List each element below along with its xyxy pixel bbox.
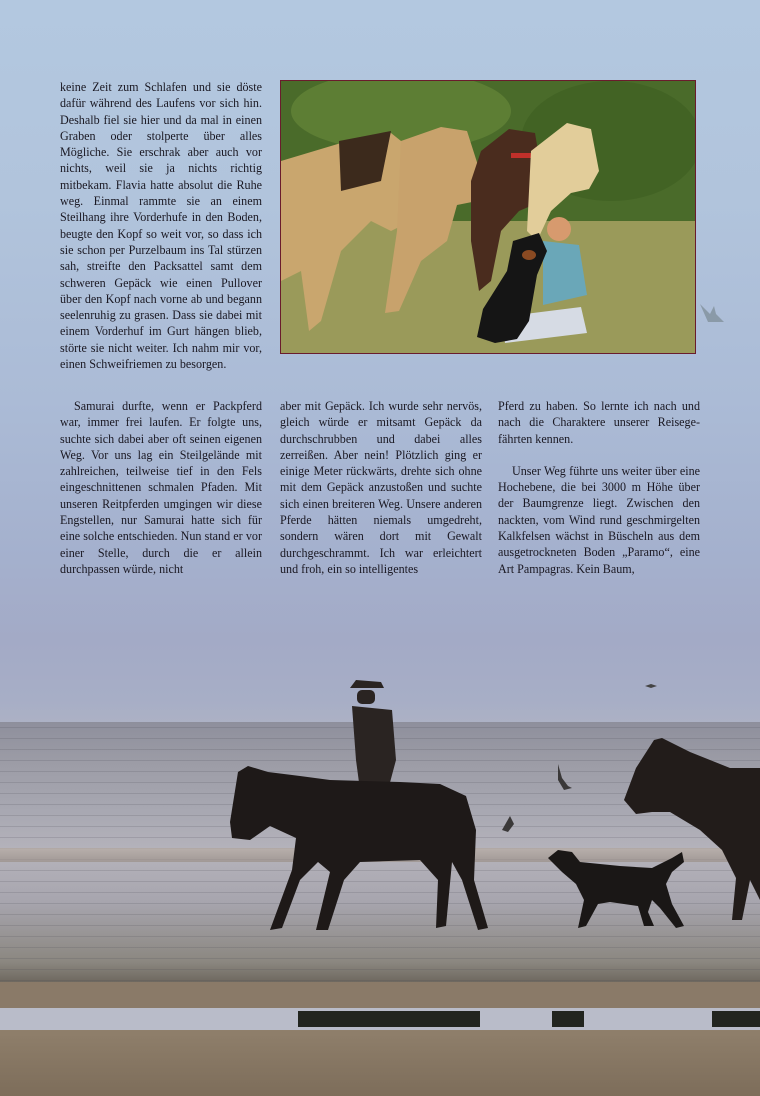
article-paragraph: Pferd zu haben. So lernte ich nach und nach die Charaktere unserer Reisegefährten kennen.	[498, 399, 700, 446]
article-column-3	[498, 398, 700, 577]
article-paragraph: Unser Weg führte uns weiter über eine Hochebene, die bei 3000 m Höhe über der Baumgrenze liegt. Zwischen den nackten, vom Wind rund geschmirgelten Kalkfelsen wächst in Büscheln aus dem ausgetrockneten Boden „Paramo“, eine Art Pampagras. Kein Baum,	[498, 463, 700, 576]
rider-silhouette	[350, 680, 396, 790]
article-column-1-bottom	[60, 398, 262, 577]
horse-silhouette	[230, 766, 488, 930]
article-column-1-top	[60, 79, 262, 372]
article-paragraph: aber mit Gepäck. Ich wurde sehr nervös, gleich würde er mitsamt Gepäck da durchschrubben und dabei alles zerreißen. Aber nein! Plötzlich ging er einige Meter rückwärts, drehte sich ohne mit dem Gepäck anzustoßen und suchte sich einen breiteren Weg. Unsere anderen Pferde hätten niemals umgedreht, sondern wären dort mit Gewalt durchgeschrammt. Ich war erleichtert und froh, ein so intelligentes	[280, 399, 482, 576]
article-paragraph: Samurai durfte, wenn er Packpferd war, immer frei laufen. Er folgte uns, suchte sich dabei aber oft seinen eigenen Weg. Vor uns lag ein Steilgelände mit zahlreichen, teilweise tief in den Fels eingeschnittenen schmalen Pfaden. Mit unseren Reitpferden umgingen wir diese Engstellen, nur Samurai hatte sich für eine solche entschieden. Nun stand er vor einer Stelle, durch die er allein durchpassen würde, nicht	[60, 399, 262, 576]
horses-photo-illustration	[281, 81, 695, 353]
seagull-icon	[698, 300, 726, 328]
article-paragraph: keine Zeit zum Schlafen und sie döste dafür während des Laufens vor sich hin. Deshalb fiel sie hier und da mal in einen Graben oder stolperte über alles Mögliche. Sie erschrak aber auch vor nichts, weil sie ja nichts richtig mitbekam. Flavia hatte absolut die Ruhe weg. Einmal rammte sie an einem Steilhang ihre Vorderhufe in den Boden, beugte den Kopf so weit vor, so dass ich sie schon per Purzelbaum ins Tal stürzen sah, streifte den Packsattel samt dem schweren Gepäck wie einen Pullover über den Kopf nach vorne ab und begann seelenruhig zu grasen. Dass sie dabei mit einem Vorderhuf im Gurt hängen blieb, störte sie nicht weiter. Ich nahm mir vor, einen Schweifriemen zu besorgen.	[60, 80, 262, 372]
dog-silhouette	[548, 850, 684, 928]
horses-group-photo	[280, 80, 696, 354]
article-column-2	[280, 398, 482, 577]
bird-icon	[644, 682, 658, 690]
tide-pool-reflection	[552, 1011, 584, 1027]
tide-pool-reflection	[298, 1011, 480, 1027]
tide-pool-reflection	[712, 1011, 760, 1027]
dry-sand	[0, 1030, 760, 1096]
heron-silhouettes	[502, 764, 572, 832]
beach-silhouettes	[0, 670, 760, 1000]
